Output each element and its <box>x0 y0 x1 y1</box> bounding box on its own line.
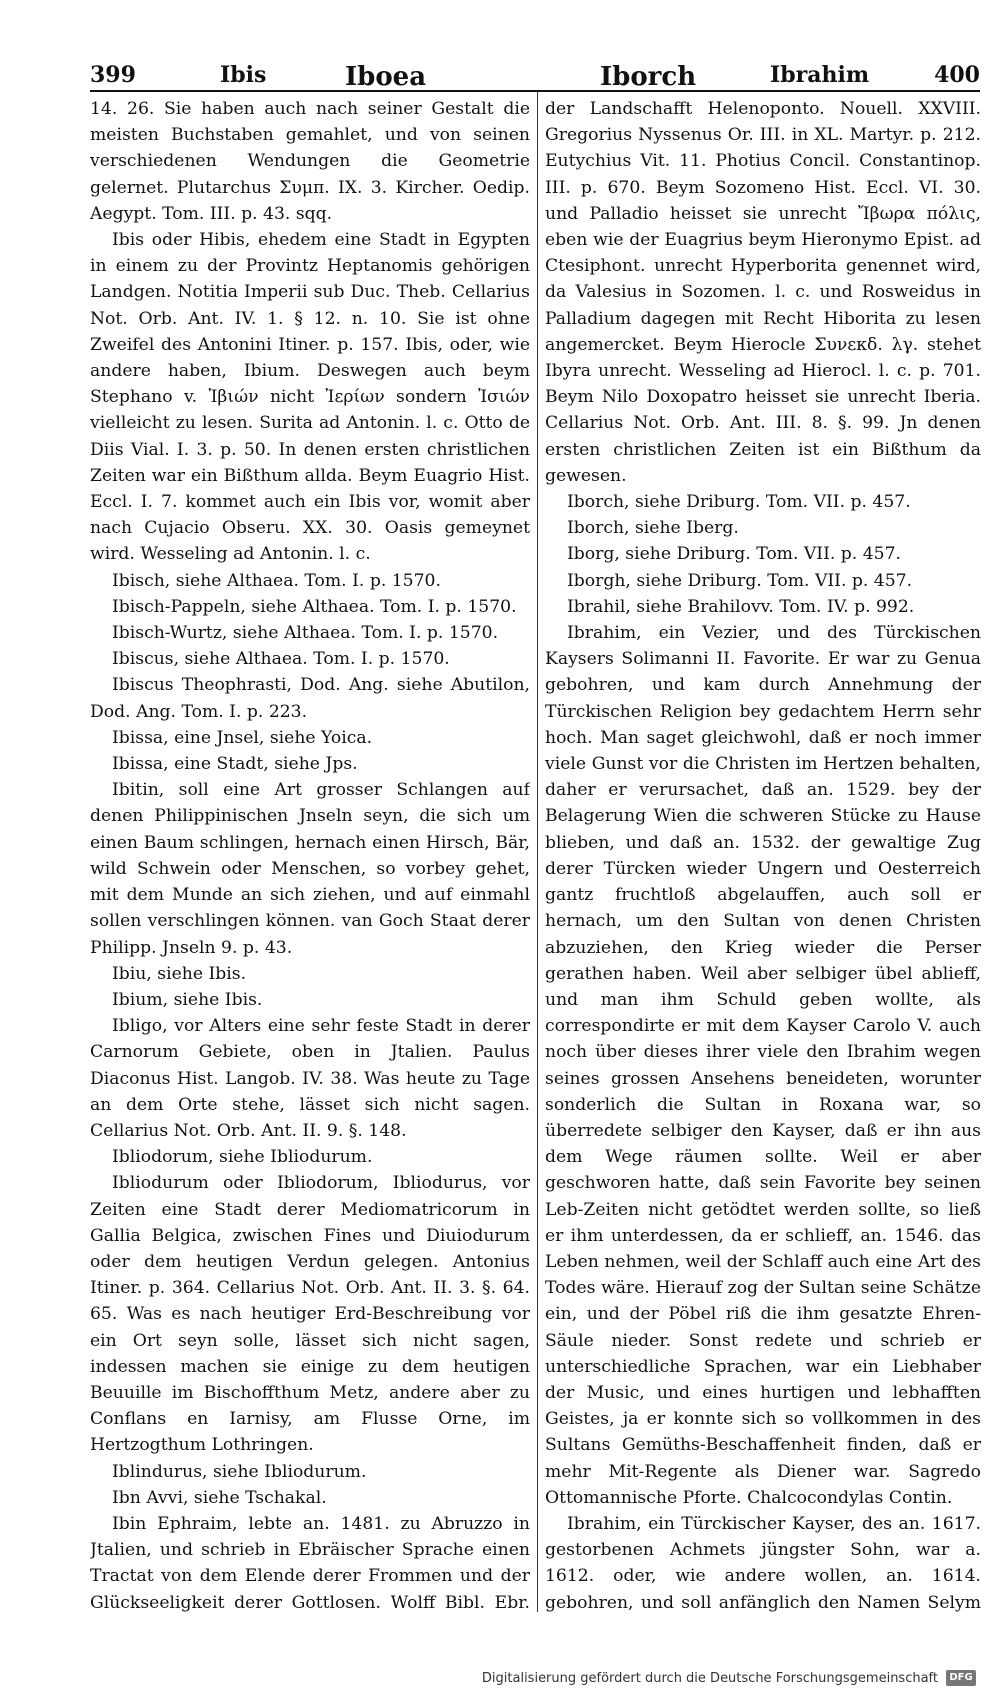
entry: Iborch, siehe Iberg. <box>567 518 739 539</box>
entry: der Landschafft Helenoponto. Nouell. XXVIII. Gregorius Nyssenus Or. III. in XL. Martyr. p. 212. Eutychius Vit. 11. Photius Concil. Constantinop. III. p. 670. Beym Sozomeno Hist. Eccl. VI. 30. und Palladio heisset sie unrecht Ἴβωρα πόλις, eben wie der Euagrius beym Hieronymo Epist. ad Ctesiphont. unrecht Hyperborita genennet wird, da Valesius in Sozomen. l. c. und Rosweidus in Palladium dagegen mit Recht Hiborita zu lesen angemercket. Beym Hierocle Συνεκδ. λγ. stehet Ibyra unrecht. Wesseling ad Hierocl. l. c. p. 701. Beym Nilo Doxopatro heisset sie unrecht Iberia. Cellarius Not. Orb. Ant. III. 8. §. 99. Jn denen ersten christlichen Zeiten ist ein Bißthum da gewesen. <box>545 99 981 486</box>
entry: Ibissa, eine Stadt, siehe Jps. <box>112 754 358 775</box>
entry: Ibliodorum, siehe Ibliodurum. <box>112 1147 373 1168</box>
page-header <box>90 60 980 92</box>
page-number-right: 400 <box>934 62 980 88</box>
funding-credit: Digitalisierung gefördert durch die Deutsche Forschungsgemeinschaft <box>481 1670 938 1686</box>
entry: 14. 26. Sie haben auch nach seiner Gestalt die meisten Buchstaben gemahlet, und von seinen verschiedenen Wendungen die Geometrie gelernet. Plutarchus Συμπ. IX. 3. Kircher. Oedip. Aegypt. Tom. III. p. 43. sqq. <box>90 99 530 224</box>
entry: Ibitin, soll eine Art grosser Schlangen auf denen Philippinischen Jnseln seyn, die sich um einen Baum schlingen, hernach einen Hirsch, Bär, wild Schwein oder Menschen, so vorbey gehet, mit dem Munde an sich ziehen, und auf einmahl sollen verschlingen können. van Goch Staat derer Philipp. Jnseln 9. p. 43. <box>90 780 530 958</box>
entry: Ibiu, siehe Ibis. <box>112 963 247 984</box>
entry: Ibisch-Pappeln, siehe Althaea. Tom. I. p. 1570. <box>112 596 517 617</box>
entry: Ibissa, eine Jnsel, siehe Yoica. <box>112 727 373 748</box>
entry: Ibiscus Theophrasti, Dod. Ang. siehe Abutilon, Dod. Ang. Tom. I. p. 223. <box>90 675 530 722</box>
entry: Iborch, siehe Driburg. Tom. VII. p. 457. <box>567 492 911 513</box>
entry: Ibligo, vor Alters eine sehr feste Stadt in derer Carnorum Gebiete, oben in Jtalien. Paulus Diaconus Hist. Langob. IV. 38. Was heute zu Tage an dem Orte stehe, lässet sich nicht sagen. Cellarius Not. Orb. Ant. II. 9. §. 148. <box>90 1016 530 1141</box>
catchword-left-1: Ibis <box>220 62 267 88</box>
catchword-right-1: Iborch <box>600 62 697 92</box>
entry: Ibin Ephraim, lebte an. 1481. zu Abruzzo in Jtalien, und schrieb in Ebräischer Sprache einen Tractat von dem Elende derer Frommen und der Glückseeligkeit derer Gottlosen. Wolff Bibl. Ebr. <box>90 1513 530 1613</box>
entry: Ibium, siehe Ibis. <box>112 989 263 1010</box>
entry: Iborgh, siehe Driburg. Tom. VII. p. 457. <box>567 570 913 591</box>
entry: Ibliodurum oder Ibliodorum, Ibliodurus, vor Zeiten eine Stadt derer Mediomatricorum in Gallia Belgica, zwischen Fines und Diuiodurum oder dem heutigen Verdun gelegen. Antonius Itiner. p. 364. Cellarius Not. Orb. Ant. II. 3. §. 64. 65. Was es nach heutiger Erd-Beschreibung vor ein Ort seyn solle, lässet sich nicht sagen, indessen machen sie einige zu dem heutigen Beuuille im Bischoffthum Metz, andere aber zu Conflans en Iarnisy, am Flusse Orne, im Hertzogthum Lothringen. <box>90 1173 530 1456</box>
digitization-footer <box>482 1670 976 1686</box>
right-column <box>545 96 981 1616</box>
entry: Ibis oder Hibis, ehedem eine Stadt in Egypten in einem zu der Provintz Heptanomis gehörigen Landgen. Notitia Imperii sub Duc. Theb. Cellarius Not. Orb. Ant. IV. 1. § 12. n. 10. Sie ist ohne Zweifel des Antonini Itiner. p. 157. Ibis, oder, wie andere haben, Ibium. Deswegen auch beym Stephano v. Ἰβιών nicht Ἰερίων sondern Ἰσιών vielleicht zu lesen. Surita ad Antonin. l. c. Otto de Diis Vial. I. 3. p. 50. In denen ersten christlichen Zeiten war ein Bißthum allda. Beym Euagrio Hist. Eccl. I. 7. kommet auch ein Ibis vor, womit aber nach Cujacio Obseru. XX. 30. Oasis gemeynet wird. Wesseling ad Antonin. l. c. <box>90 230 530 565</box>
entry: Ibiscus, siehe Althaea. Tom. I. p. 1570. <box>112 649 450 670</box>
left-column <box>90 96 530 1616</box>
entry: Ibrahim, ein Türckischer Kayser, des an. 1617. gestorbenen Achmets jüngster Sohn, war a. 1612. oder, wie andere wollen, an. 1614. gebohren, und soll anfänglich den Namen Selym <box>545 1513 981 1613</box>
entry: Ibisch-Wurtz, siehe Althaea. Tom. I. p. 1570. <box>112 623 499 644</box>
entry: Iblindurus, siehe Ibliodurum. <box>112 1461 367 1482</box>
entry: Ibisch, siehe Althaea. Tom. I. p. 1570. <box>112 570 441 591</box>
entry: Iborg, siehe Driburg. Tom. VII. p. 457. <box>567 544 902 565</box>
dfg-logo: DFG <box>946 1670 976 1686</box>
page-number-left: 399 <box>90 62 136 88</box>
entry: Ibn Avvi, siehe Tschakal. <box>112 1487 327 1508</box>
entry: Ibrahim, ein Vezier, und des Türckischen Kaysers Solimanni II. Favorite. Er war zu Genua gebohren, und kam durch Annehmung der Türckischen Religion bey gedachtem Herrn sehr hoch. Man saget gleichwohl, daß er noch immer viele Gunst vor die Christen im Hertzen behalten, daher er verursachet, daß an. 1529. bey der Belagerung Wien die schweren Stücke zu Hause blieben, und daß an. 1532. der gewaltige Zug derer Türcken wieder Ungern und Oesterreich gantz fruchtloß abgelauffen, auch soll er hernach, um den Sultan von denen Christen abzuziehen, den Krieg wieder die Perser gerathen haben. Weil aber selbiger übel ablieff, und man ihm Schuld geben wollte, als correspondirte er mit dem Kayser Carolo V. auch noch über dieses ihrer viele den Ibrahim wegen seines grossen Ansehens beneideten, worunter sonderlich die Sultan in Roxana war, so überredete selbiger den Kayser, daß er ihn aus dem Wege räumen sollte. Weil er aber geschworen hatte, daß sein Favorite bey seinen Leb-Zeiten nicht getödtet werden sollte, so ließ er ihm unterdessen, da er schlieff, an. 1546. das Leben nehmen, weil der Schlaff auch eine Art des Todes wäre. Hierauf zog der Sultan seine Schätze ein, und der Pöbel riß die ihm gesatzte Ehren-Säule nieder. Sonst redete und schrieb er unterschiedliche Sprachen, war ein Liebhaber der Music, und eines hurtigen und lebhafften Geistes, ja er konnte sich so vollkommen in des Sultans Gemüths-Beschaffenheit finden, daß er mehr Mit-Regente als Diener war. Sagredo Ottomannische Pforte. Chalcocondylas Contin. <box>545 623 981 1508</box>
entry: Ibrahil, siehe Brahilovv. Tom. IV. p. 992. <box>567 596 915 617</box>
catchword-right-2: Ibrahim <box>770 62 870 88</box>
catchword-left-2: Iboea <box>345 62 427 92</box>
column-divider <box>537 92 538 1612</box>
